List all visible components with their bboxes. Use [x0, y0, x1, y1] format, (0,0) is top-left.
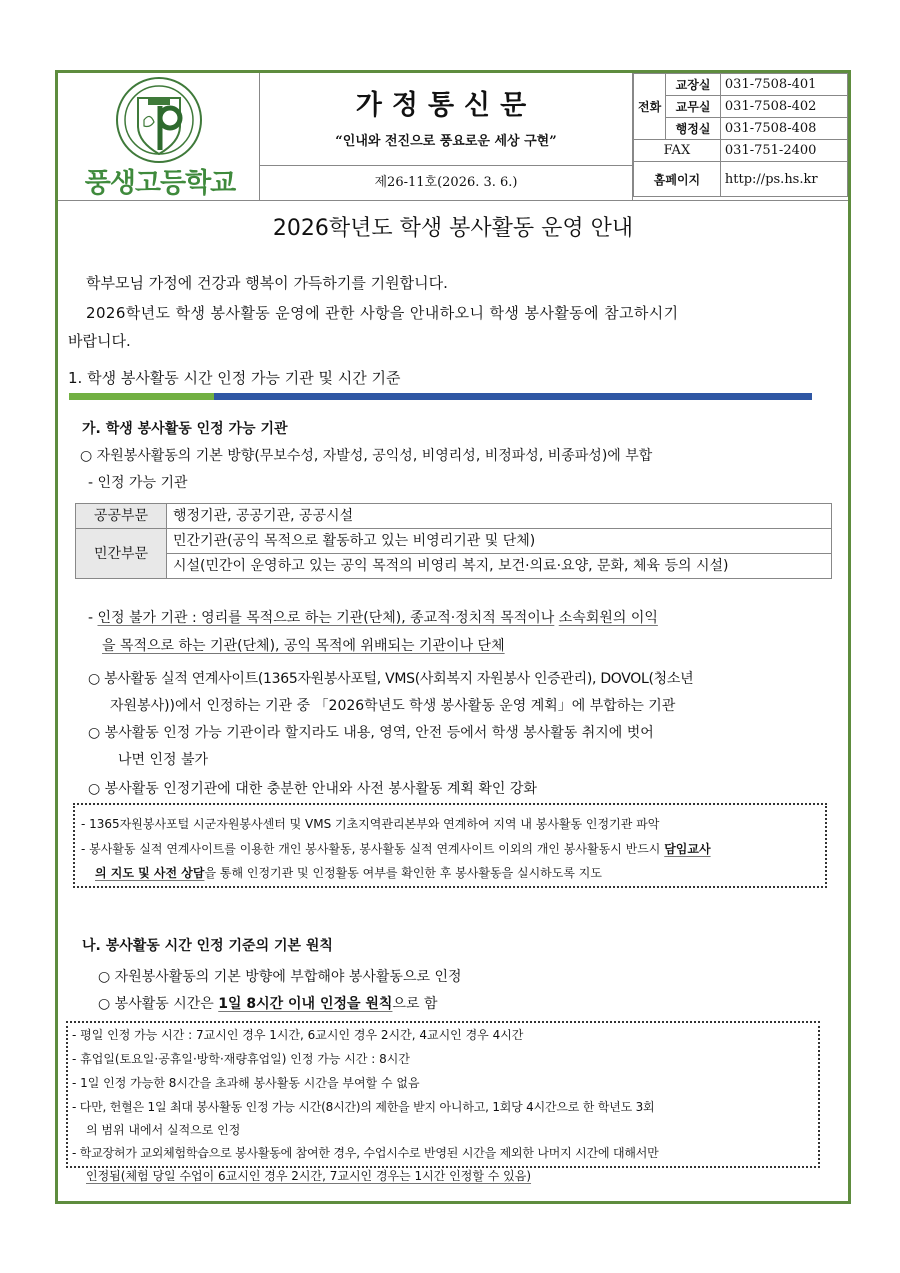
note-text: 을 통해 인정기관 및 인정활동 여부를 확인한 후 봉사활동을 실시하도록 지도: [204, 866, 602, 880]
homepage-label: 홈페이지: [634, 162, 721, 197]
note-line: 의 범위 내에서 실적으로 인정: [86, 1123, 241, 1137]
note-line: - 1일 인정 가능한 8시간을 초과해 봉사활동 시간을 부여할 수 없음: [72, 1076, 420, 1090]
sector-cell: 공공부문: [76, 504, 167, 529]
contact-label: 교장실: [666, 74, 721, 96]
school-name: 풍생고등학교: [84, 168, 236, 199]
intro-line-3: 바랍니다.: [68, 332, 131, 350]
not-allowed-text: 인정 불가 기관 : 영리를 목적으로 하는 기관(단체), 종교적·정치적 목적이나: [97, 610, 555, 626]
note-line: - 학교장허가 교외체험학습으로 봉사활동에 참여한 경우, 수업시수로 반영된 시간을 제외한 나머지 시간에 대해서만: [72, 1146, 659, 1160]
subsection-b-heading: 나. 봉사활동 시간 인정 기준의 기본 원칙: [82, 938, 333, 954]
contact-value: 031-7508-402: [720, 96, 847, 118]
note-line: [81, 840, 711, 857]
institution-cell: 시설(민간이 운영하고 있는 공익 목적의 비영리 복지, 보건·의료·요양, 문화, 체육 등의 시설): [167, 554, 832, 579]
dash-item: - 인정 가능 기관: [88, 475, 188, 491]
table-row: [76, 504, 832, 529]
section-bar-green: [69, 393, 214, 400]
intro-line-2: 2026학년도 학생 봉사활동 운영에 관한 사항을 안내하오니 학생 봉사활동에 참고하시기: [86, 304, 679, 322]
section-bar-blue: [214, 393, 812, 400]
institution-cell: 민간기관(공익 목적으로 활동하고 있는 비영리기관 및 단체): [167, 529, 832, 554]
issue-number: 제26-11호(2026. 3. 6.): [260, 166, 633, 200]
bullet-text: 으로 함: [392, 996, 438, 1012]
bullet-item: [98, 993, 437, 1013]
letterhead: [58, 73, 848, 201]
contact-value: 031-7508-408: [720, 118, 847, 140]
contact-label: 행정실: [666, 118, 721, 140]
bullet-item-cont: 자원봉사))에서 인정하는 기관 중 「2026학년도 학생 봉사활동 운영 계획」에 부합하는 기관: [110, 698, 676, 714]
contact-label: 교무실: [666, 96, 721, 118]
note-line: - 평일 인정 가능 시간 : 7교시인 경우 1시간, 6교시인 경우 2시간, 4교시인 경우 4시간: [72, 1028, 524, 1042]
bullet-item: ○ 봉사활동 인정 가능 기관이라 할지라도 내용, 영역, 안전 등에서 학생 봉사활동 취지에 벗어: [88, 725, 654, 741]
note-box-a: [73, 803, 827, 888]
note-line: - 1365자원봉사포털 시군자원봉사센터 및 VMS 기초지역관리본부와 연계하여 지역 내 봉사활동 인정기관 파악: [81, 817, 660, 831]
school-emblem-icon: [114, 76, 204, 164]
eligible-institutions-table: [75, 503, 832, 579]
section-1-heading: 1. 학생 봉사활동 시간 인정 가능 기관 및 시간 기준: [68, 369, 401, 387]
note-box-b: [66, 1021, 820, 1183]
table-row: [76, 554, 832, 579]
note-emphasis: 의 지도 및 사전 상담: [95, 866, 205, 880]
document-title: 2026학년도 학생 봉사활동 운영 안내: [272, 216, 634, 241]
bullet-item: ○ 봉사활동 실적 연계사이트(1365자원봉사포털, VMS(사회복지 자원봉사 인증관리), DOVOL(청소년: [88, 671, 694, 687]
document-frame: [55, 70, 851, 1204]
contact-table: [633, 73, 848, 197]
logo-cell: [58, 73, 260, 200]
note-line: - 다만, 헌혈은 1일 최대 봉사활동 인정 가능 시간(8시간)의 제한을 받지 아니하고, 1회당 4시간으로 한 학년도 3회: [72, 1100, 655, 1114]
dash-prefix: -: [88, 610, 98, 626]
contact-value: 031-7508-401: [720, 74, 847, 96]
bullet-item: ○ 자원봉사활동의 기본 방향(무보수성, 자발성, 공익성, 비영리성, 비정파성, 비종파성)에 부합: [80, 448, 653, 464]
note-line: - 휴업일(토요일·공휴일·방학·재량휴업일) 인정 가능 시간 : 8시간: [72, 1052, 410, 1066]
bullet-item: ○ 봉사활동 인정기관에 대한 충분한 안내와 사전 봉사활동 계획 확인 강화: [88, 781, 537, 797]
phone-label: 전화: [634, 74, 666, 140]
school-motto: “인내와 전진으로 풍요로운 세상 구현”: [335, 134, 557, 149]
note-text: - 봉사활동 실적 연계사이트를 이용한 개인 봉사활동, 봉사활동 실적 연계사이트 이외의 개인 봉사활동시 반드시: [81, 842, 665, 856]
not-allowed-line-2: 을 목적으로 하는 기관(단체), 공익 목적에 위배되는 기관이나 단체: [102, 638, 505, 654]
bullet-item-cont: 나면 인정 불가: [118, 752, 209, 768]
bullet-item: ○ 자원봉사활동의 기본 방향에 부합해야 봉사활동으로 인정: [98, 969, 462, 985]
intro-line-1: 학부모님 가정에 건강과 행복이 가득하기를 기원합니다.: [86, 274, 448, 292]
sector-cell: 민간부문: [76, 529, 167, 579]
table-row: [76, 529, 832, 554]
not-allowed-line-1: [88, 607, 658, 627]
note-line: [95, 864, 602, 881]
bullet-emphasis: 1일 8시간 이내 인정을 원칙: [218, 996, 393, 1012]
not-allowed-text: 소속회원의 이익: [558, 610, 658, 626]
fax-label: FAX: [634, 140, 721, 162]
newsletter-title: 가정통신문: [355, 90, 537, 121]
note-line: 인정됨(체험 당일 수업이 6교시인 경우 2시간, 7교시인 경우는 1시간 인정할 수 있음): [86, 1169, 532, 1183]
institution-cell: 행정기관, 공공기관, 공공시설: [167, 504, 832, 529]
title-cell: [260, 73, 633, 166]
fax-value: 031-751-2400: [720, 140, 847, 162]
subsection-a-heading: 가. 학생 봉사활동 인정 가능 기관: [82, 421, 288, 437]
note-emphasis: 담임교사: [664, 842, 711, 856]
homepage-link[interactable]: http://ps.hs.kr: [720, 162, 847, 197]
bullet-text: ○ 봉사활동 시간은: [98, 996, 219, 1012]
